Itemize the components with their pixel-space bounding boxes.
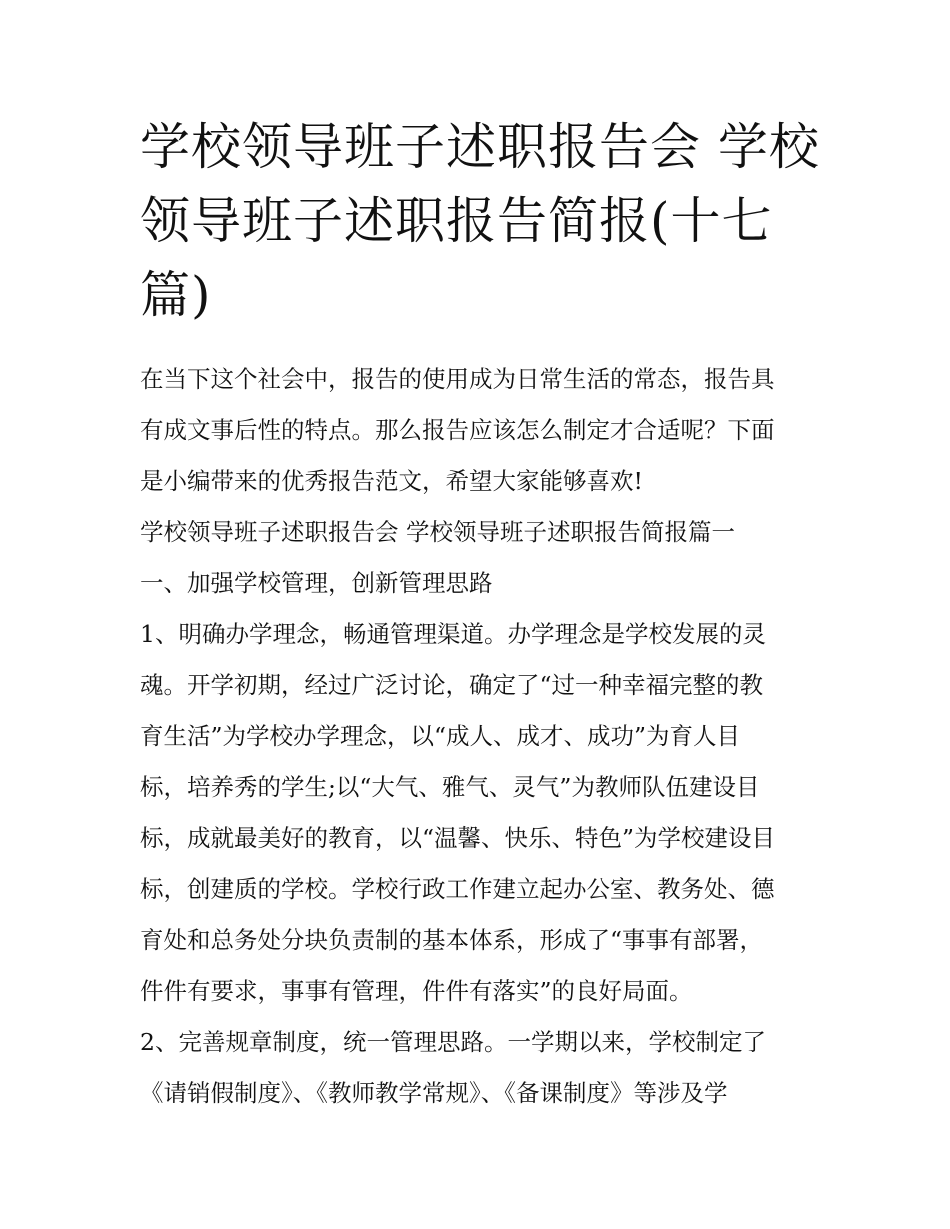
subheading	[140, 558, 820, 609]
title-line: 领导班子述职报告简报(十七	[140, 192, 773, 250]
document-page	[140, 110, 820, 1119]
intro-line: 有成文事后性的特点。那么报告应该怎么制定才合适呢？下面	[140, 416, 775, 444]
subheading-text: 一、加强学校管理，创新管理思路	[140, 569, 493, 597]
title-line: 篇)	[140, 266, 212, 324]
intro-line: 是小编带来的优秀报告范文，希望大家能够喜欢!	[140, 467, 643, 495]
intro-paragraph	[140, 354, 820, 507]
section-heading	[140, 507, 820, 558]
item-1-line: 件件有要求，事事有管理，件件有落实”的良好局面。	[140, 977, 693, 1005]
item-1-line: 1、明确办学理念，畅通管理渠道。办学理念是学校发展的灵	[140, 620, 766, 648]
item-2-line: 《请销假制度》、《教师教学常规》、《备课制度》等涉及学	[140, 1079, 728, 1107]
document-title	[140, 110, 820, 332]
intro-line: 在当下这个社会中，报告的使用成为日常生活的常态，报告具	[140, 365, 775, 393]
item-2-line: 2、完善规章制度，统一管理思路。一学期以来，学校制定了	[140, 1028, 766, 1056]
section-heading-text: 学校领导班子述职报告会 学校领导班子述职报告简报篇一	[140, 518, 735, 546]
item-1-line: 标，成就最美好的教育，以“温馨、快乐、特色”为学校建设目	[140, 824, 776, 852]
title-line: 学校领导班子述职报告会 学校	[140, 118, 820, 176]
item-1-line: 育处和总务处分块负责制的基本体系，形成了“事事有部署，	[140, 926, 764, 954]
item-1-line: 标，创建质的学校。学校行政工作建立起办公室、教务处、德	[140, 875, 775, 903]
item-1-line: 魂。开学初期，经过广泛讨论，确定了“过一种幸福完整的教	[140, 671, 764, 699]
item-1-line: 标，培养秀的学生;以“大气、雅气、灵气”为教师队伍建设目	[140, 773, 760, 801]
item-2-paragraph	[140, 1017, 820, 1119]
item-1-paragraph	[140, 609, 820, 1017]
item-1-line: 育生活”为学校办学理念，以“成人、成才、成功”为育人目	[140, 722, 741, 750]
